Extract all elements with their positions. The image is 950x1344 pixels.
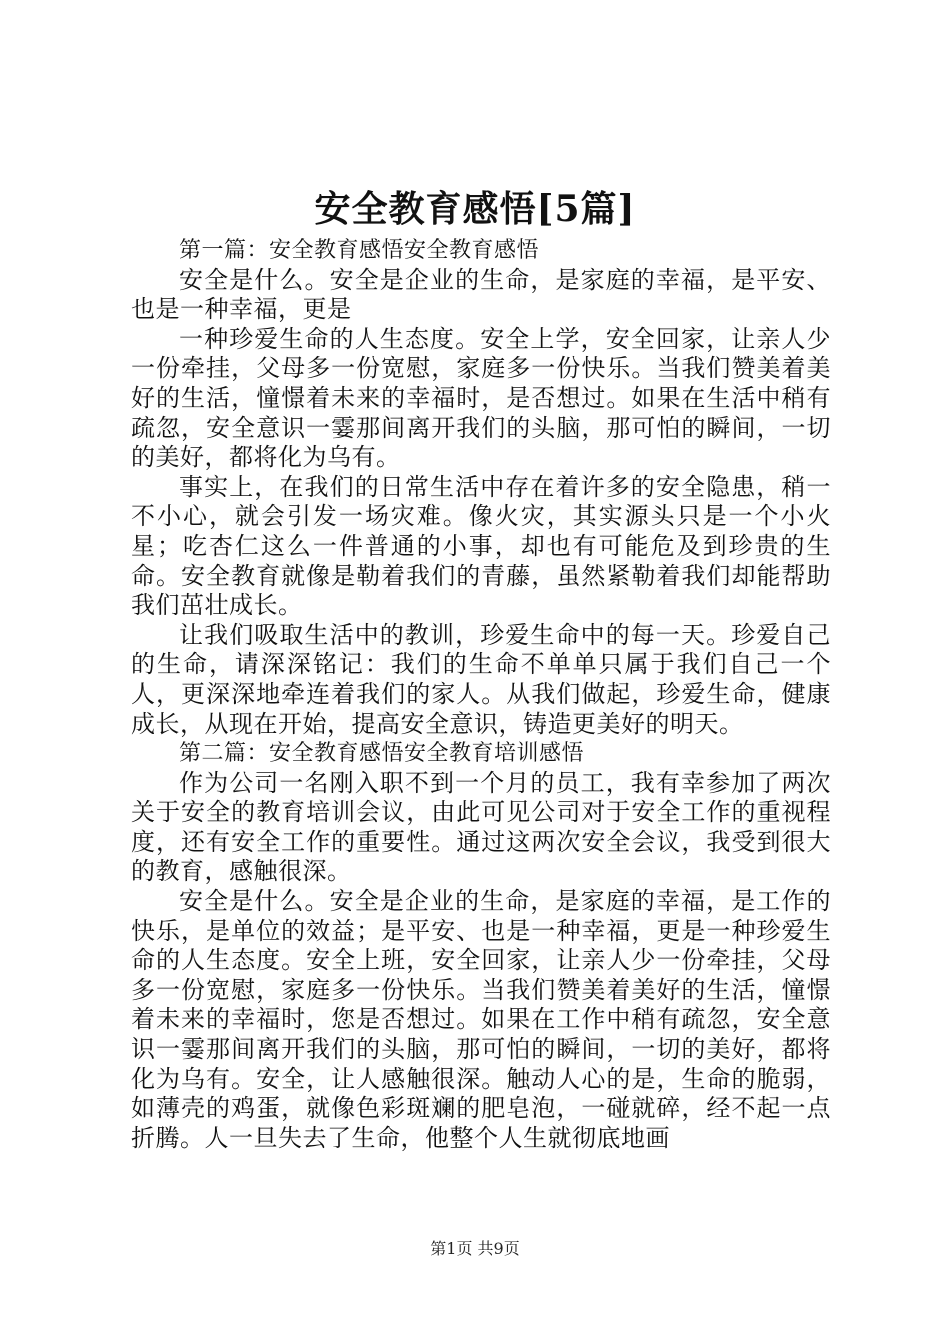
section-heading-2: 第二篇：安全教育感悟安全教育培训感悟 bbox=[179, 741, 585, 767]
paragraph: 事实上，在我们的日常生活中存在着许多的安全隐患，稍一不小心，就会引发一场灾难。像火灾，其实源头只是一个小火星；吃杏仁这么一件普通的小事，却也有可能危及到珍贵的生命。安全教育就像是勒着我们的青藤，虽然紧勒着我们却能帮助我们茁壮成长。 bbox=[131, 472, 831, 620]
page-footer: 第1页 共9页 bbox=[430, 1239, 520, 1258]
paragraph: 安全是什么。安全是企业的生命，是家庭的幸福，是平安、也是一种幸福，更是 bbox=[131, 265, 831, 324]
paragraph: 作为公司一名刚入职不到一个月的员工，我有幸参加了两次关于安全的教育培训会议，由此可见公司对于安全工作的重视程度，还有安全工作的重要性。通过这两次安全会议，我受到很大的教育，感触很深。 bbox=[131, 768, 831, 886]
section-heading-1: 第一篇：安全教育感悟安全教育感悟 bbox=[179, 238, 540, 263]
paragraph: 一种珍爱生命的人生态度。安全上学，安全回家，让亲人少一份牵挂，父母多一份宽慰，家庭多一份快乐。当我们赞美着美好的生活，憧憬着未来的幸福时，是否想过。如果在生活中稍有疏忽，安全意识一霎那间离开我们的头脑，那可怕的瞬间，一切的美好，都将化为乌有。 bbox=[131, 324, 831, 472]
paragraph: 安全是什么。安全是企业的生命，是家庭的幸福，是工作的快乐，是单位的效益；是平安、也是一种幸福，更是一种珍爱生命的人生态度。安全上班，安全回家，让亲人少一份牵挂，父母多一份宽慰，家庭多一份快乐。当我们赞美着美好的生活，憧憬着未来的幸福时，您是否想过。如果在工作中稍有疏忽，安全意识一霎那间离开我们的头脑，那可怕的瞬间，一切的美好，都将化为乌有。安全，让人感触很深。触动人心的是，生命的脆弱，如薄壳的鸡蛋，就像色彩斑斓的肥皂泡，一碰就碎，经不起一点折腾。人一旦失去了生命，他整个人生就彻底地画 bbox=[131, 887, 831, 1152]
document-title: 安全教育感悟[5篇] bbox=[314, 188, 636, 230]
document-body bbox=[131, 236, 831, 1153]
paragraph: 让我们吸取生活中的教训，珍爱生命中的每一天。珍爱自己的生命，请深深铭记：我们的生命不单单只属于我们自己一个人，更深深地牵连着我们的家人。从我们做起，珍爱生命，健康成长，从现在开始，提高安全意识，铸造更美好的明天。 bbox=[131, 620, 831, 738]
